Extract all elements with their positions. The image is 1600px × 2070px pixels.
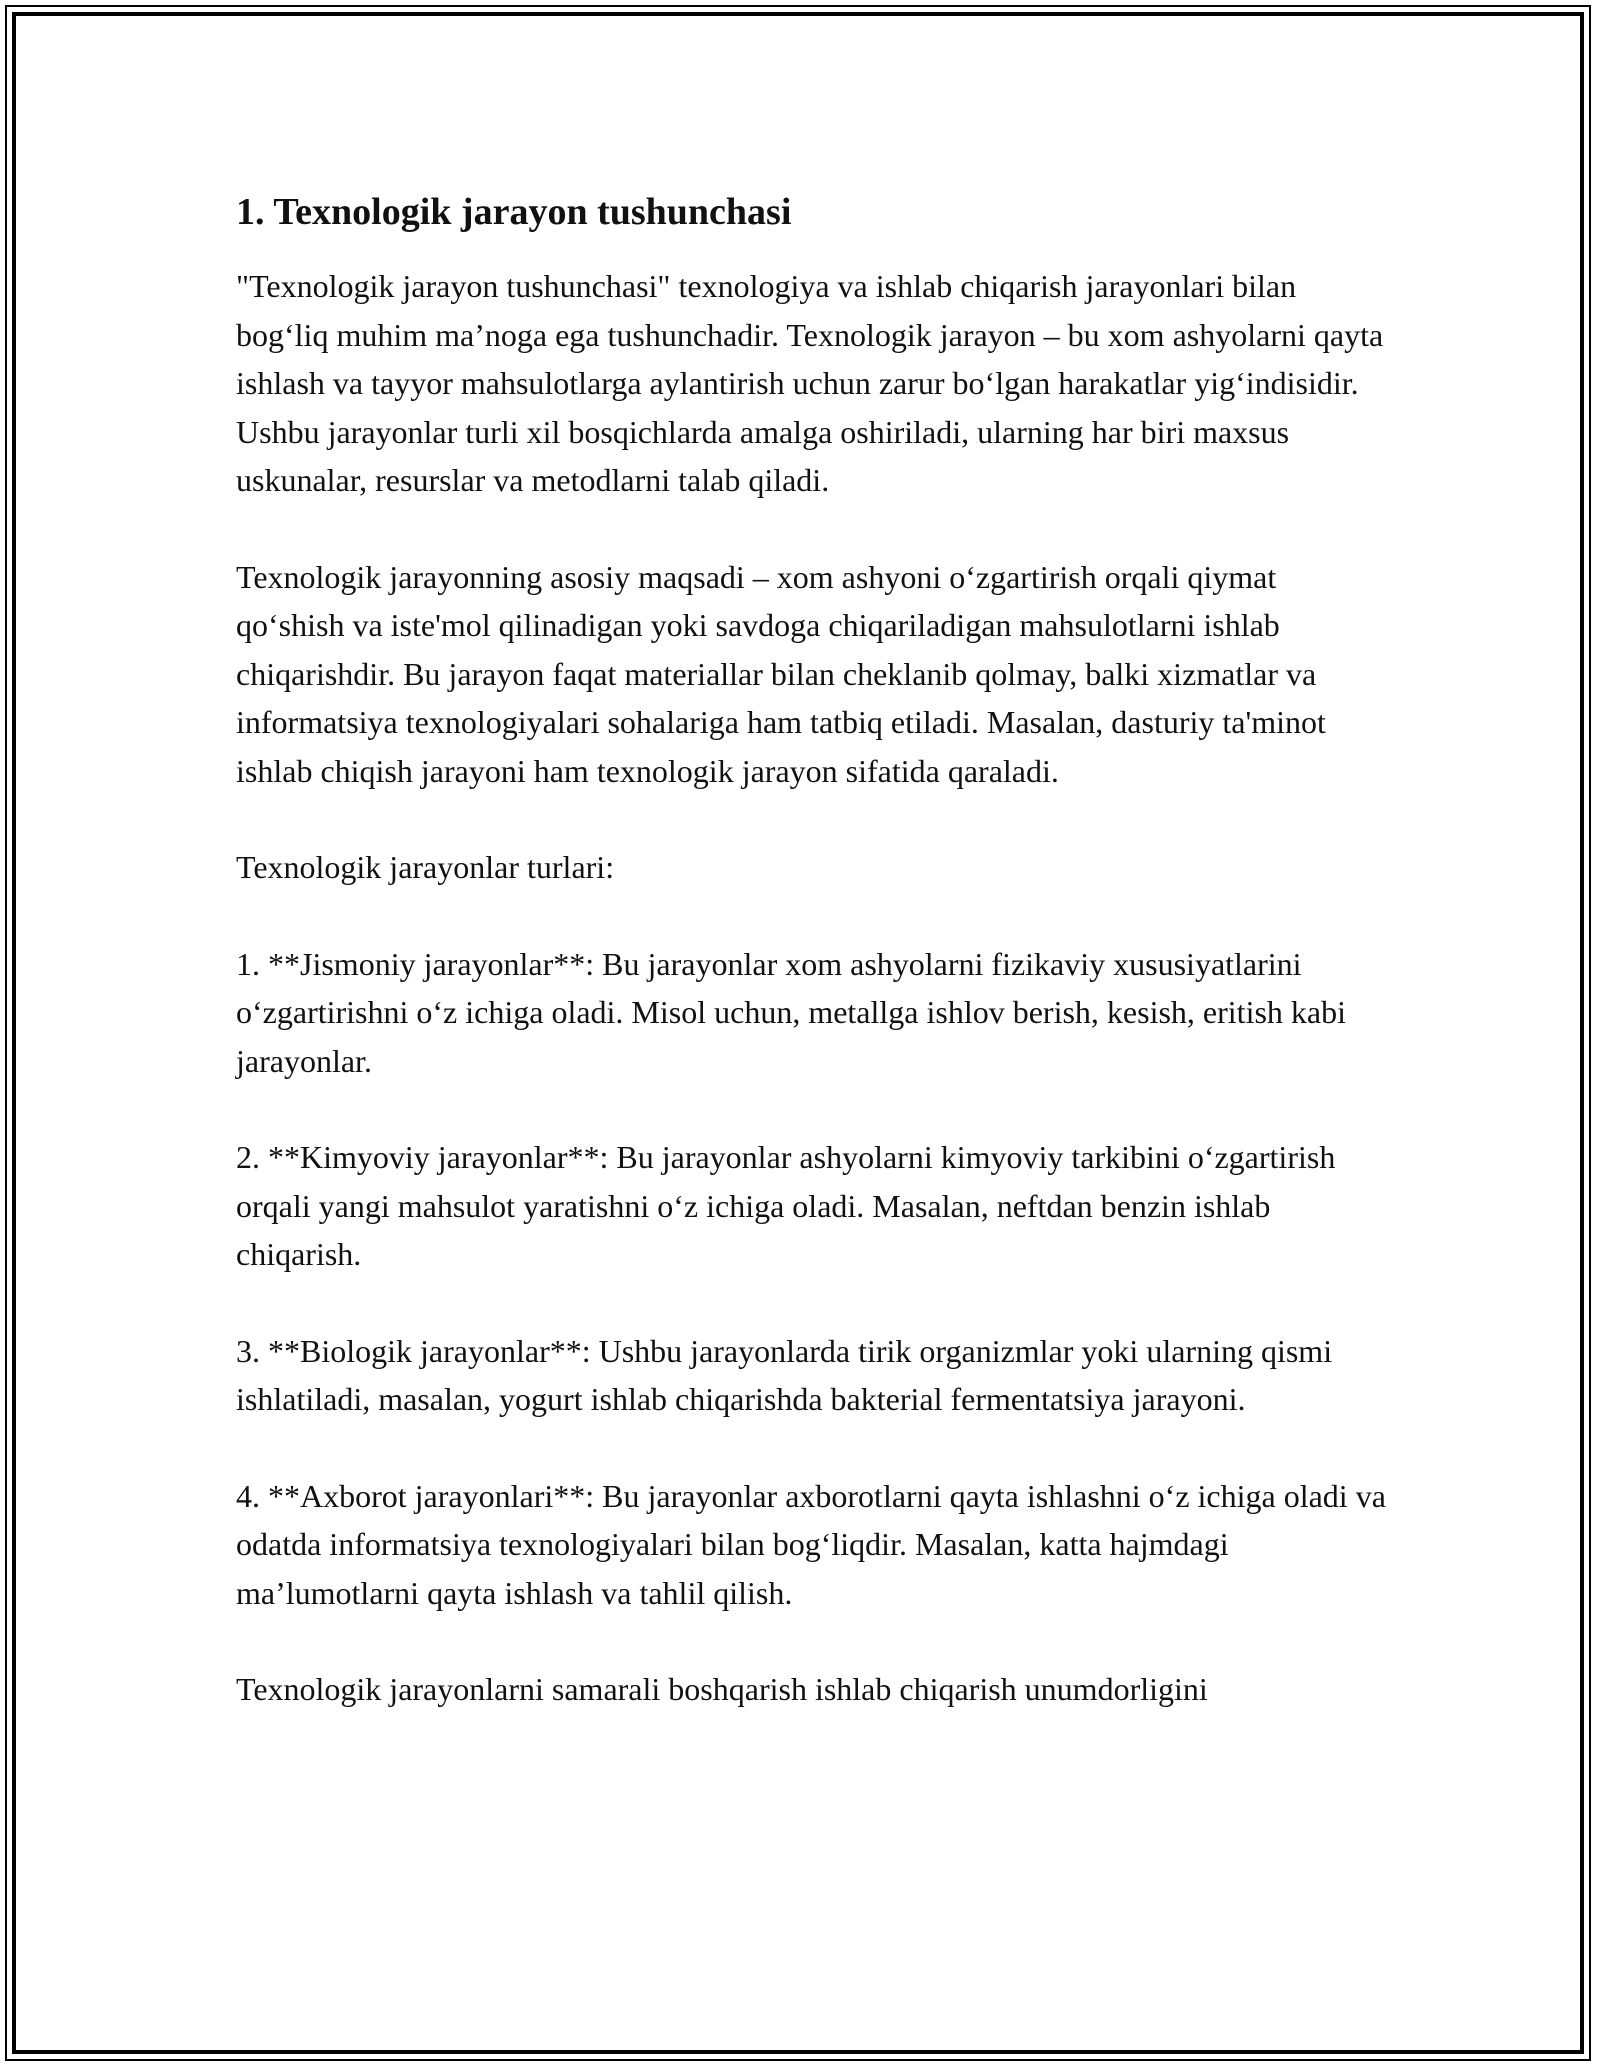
document-body [236,186,1386,1762]
list-item-physical: 1. **Jismoniy jarayonlar**: Bu jarayonlar xom ashyolarni fizikaviy xususiyatlarini o‘zgartirishni o‘z ichiga oladi. Misol uchun, metallga ishlov berish, kesish, eritish kabi jarayonlar. [236,945,1346,1079]
paragraph-types-intro: Texnologik jarayonlar turlari: [236,849,615,885]
list-item-information: 4. **Axborot jarayonlari**: Bu jarayonlar axborotlarni qayta ishlashni o‘z ichiga oladi va odatda informatsiya texnologiyalari bilan bog‘liqdir. Masalan, katta hajmdagi ma’lumotlarni qayta ishlash va tahlil qilish. [236,1477,1386,1611]
paragraph-conclusion: Texnologik jarayonlarni samarali boshqarish ishlab chiqarish unumdorligini [236,1671,1208,1707]
list-item-biological: 3. **Biologik jarayonlar**: Ushbu jarayonlarda tirik organizmlar yoki ularning qismi ishlatiladi, masalan, yogurt ishlab chiqarishda bakterial fermentatsiya jarayoni. [236,1332,1333,1417]
paragraph-definition: "Texnologik jarayon tushunchasi" texnologiya va ishlab chiqarish jarayonlari bilan bog‘liq muhim ma’noga ega tushunchadir. Texnologik jarayon – bu xom ashyolarni qayta ishlash va tayyor mahsulotlarga aylantirish uchun zarur bo‘lgan harakatlar yig‘indisidir. Ushbu jarayonlar turli xil bosqichlarda amalga oshiriladi, ularning har biri maxsus uskunalar, resurslar va metodlarni talab qiladi. [236,268,1384,498]
section-heading: 1. Texnologik jarayon tushunchasi [236,191,792,233]
paragraph-purpose: Texnologik jarayonning asosiy maqsadi – xom ashyoni o‘zgartirish orqali qiymat qo‘shish va iste'mol qilinadigan yoki savdoga chiqariladigan mahsulotlarni ishlab chiqarishdir. Bu jarayon faqat materiallar bilan cheklanib qolmay, balki xizmatlar va informatsiya texnologiyalari sohalariga ham tatbiq etiladi. Masalan, dasturiy ta'minot ishlab chiqish jarayoni ham texnologik jarayon sifatida qaraladi. [236,558,1326,789]
list-item-chemical: 2. **Kimyoviy jarayonlar**: Bu jarayonlar ashyolarni kimyoviy tarkibini o‘zgartirish orqali yangi mahsulot yaratishni o‘z ichiga oladi. Masalan, neftdan benzin ishlab chiqarish. [236,1139,1336,1272]
